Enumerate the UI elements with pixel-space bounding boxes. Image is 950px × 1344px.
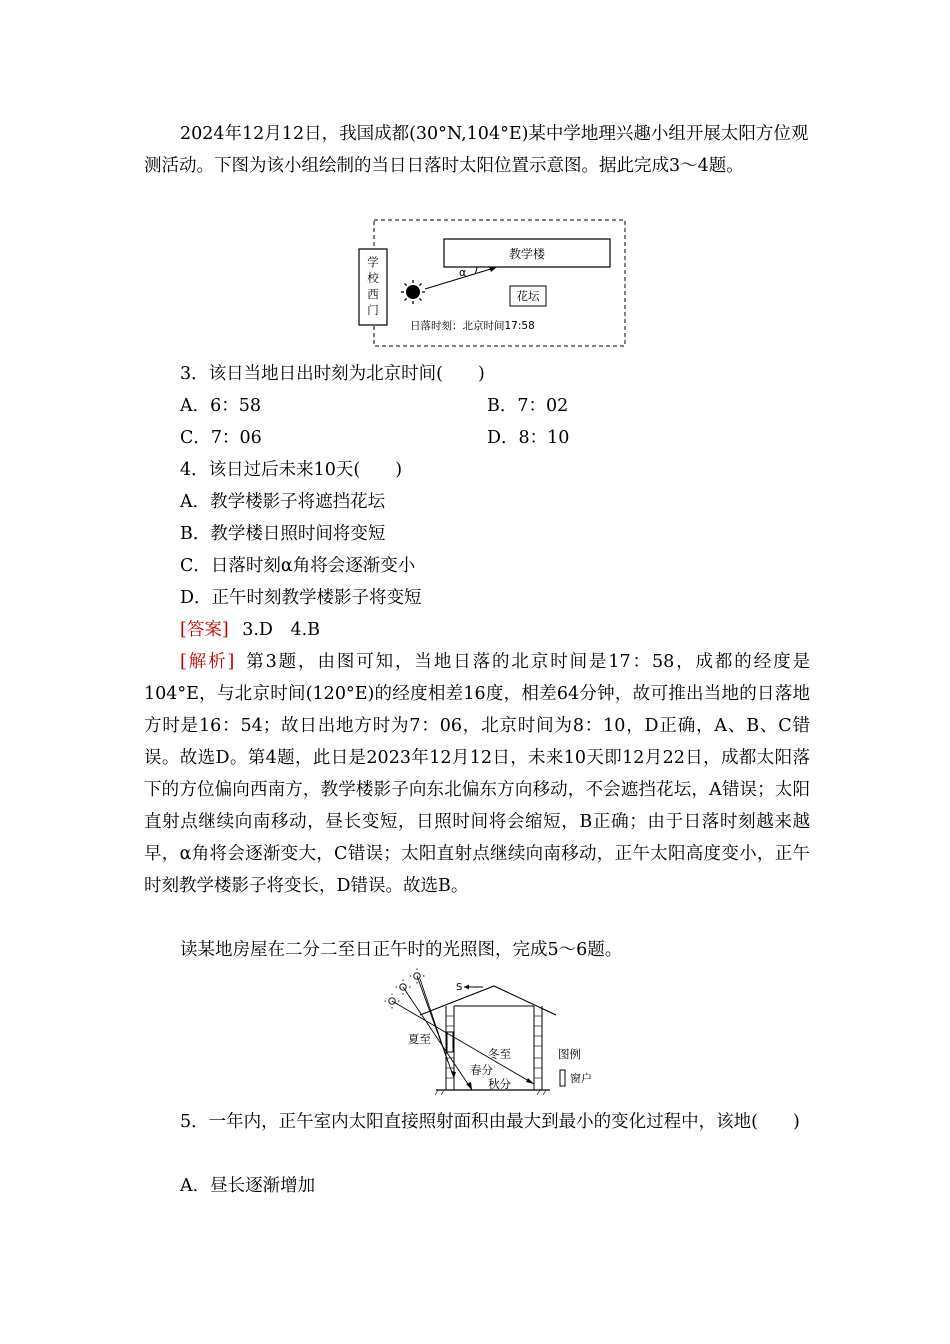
flowerbed-label: 花坛 [516, 289, 540, 303]
spring-equinox-label: 春分 [470, 1063, 493, 1077]
q4-option-d: D．正午时刻教学楼影子将变短 [180, 588, 422, 608]
intro-paragraph-2: 读某地房屋在二分二至日正午时的光照图，完成5～6题。 [180, 940, 623, 960]
summer-solstice-label: 夏至 [408, 1032, 431, 1046]
sunset-caption: 日落时刻：北京时间17:58 [410, 320, 535, 332]
q3-option-b: B．7：02 [487, 396, 569, 416]
q3-option-d: D．8：10 [487, 428, 570, 448]
south-label: S [456, 982, 463, 993]
question-4-stem: 4．该日过后未来10天( ) [180, 460, 403, 480]
answer-line [180, 614, 320, 646]
q4-option-c: C．日落时刻α角将会逐渐变小 [180, 556, 416, 576]
sunset-position-figure [355, 216, 630, 350]
gate-char-3: 西 [367, 287, 379, 301]
q3-option-a: A．6：58 [180, 396, 262, 416]
arrow-head-icon [466, 1082, 472, 1090]
arrow-head-icon [489, 267, 497, 273]
q4-option-b: B．教学楼日照时间将变短 [180, 524, 386, 544]
q4-option-a: A．教学楼影子将遮挡花坛 [180, 492, 386, 512]
sun-icon [401, 280, 425, 304]
south-arrow-icon [464, 985, 469, 990]
analysis-text: 第3题，由图可知，当地日落的北京时间是17：58，成都的经度是104°E，与北京时间(120°E)的经度相差16度，相差64分钟，故可推出当地的日落地方时是16：54；故日出地方时为7：06，北京时间为8：10，D正确，A、B、C错误。故选D。第4题，此日是2023年12月12日，未来10天即12月22日，成都太阳落下的方位偏向西南方，教学楼影子向东北偏东方向移动，不会遮挡花坛，A错误；太阳直射点继续向南移动，昼长变短，日照时间将会缩短，B正确；由于日落时刻越来越早，α角将会逐渐变大，C错误；太阳直射点继续向南移动，正午太阳高度变小，正午时刻教学楼影子将变长，D错误。故选B。 [144, 652, 810, 896]
q5-option-a: A．昼长逐渐增加 [180, 1176, 316, 1196]
arrow-head-icon [526, 1078, 534, 1084]
gate-char-2: 校 [367, 271, 379, 285]
intro-paragraph-1: 2024年12月12日，我国成都(30°N,104°E)某中学地理兴趣小组开展太阳方位观测活动。下图为该小组绘制的当日日落时太阳位置示意图。据此完成3～4题。 [144, 124, 809, 176]
analysis-label: [解析] [180, 652, 235, 672]
q3-option-c: C．7：06 [180, 428, 262, 448]
legend-window-icon [560, 1070, 565, 1086]
building-label: 教学楼 [508, 247, 546, 261]
house-sunlight-figure [380, 966, 610, 1098]
house-roof [420, 986, 556, 1015]
answer-text: 3.D 4.B [242, 620, 321, 640]
gate-char-1: 学 [367, 255, 379, 269]
alpha-label: α [459, 266, 467, 279]
answer-label: [答案] [180, 620, 229, 640]
analysis-paragraph [144, 646, 810, 902]
question-5-stem: 5．一年内，正午室内太阳直接照射面积由最大到最小的变化过程中，该地( ) [180, 1112, 800, 1132]
legend-title: 图例 [558, 1047, 581, 1061]
gate-char-4: 门 [367, 303, 379, 317]
winter-solstice-label: 冬至 [488, 1047, 511, 1061]
question-3-stem: 3．该日当地日出时刻为北京时间( ) [180, 364, 485, 384]
legend-window-label: 窗户 [570, 1072, 592, 1085]
autumn-equinox-label: 秋分 [488, 1077, 511, 1091]
